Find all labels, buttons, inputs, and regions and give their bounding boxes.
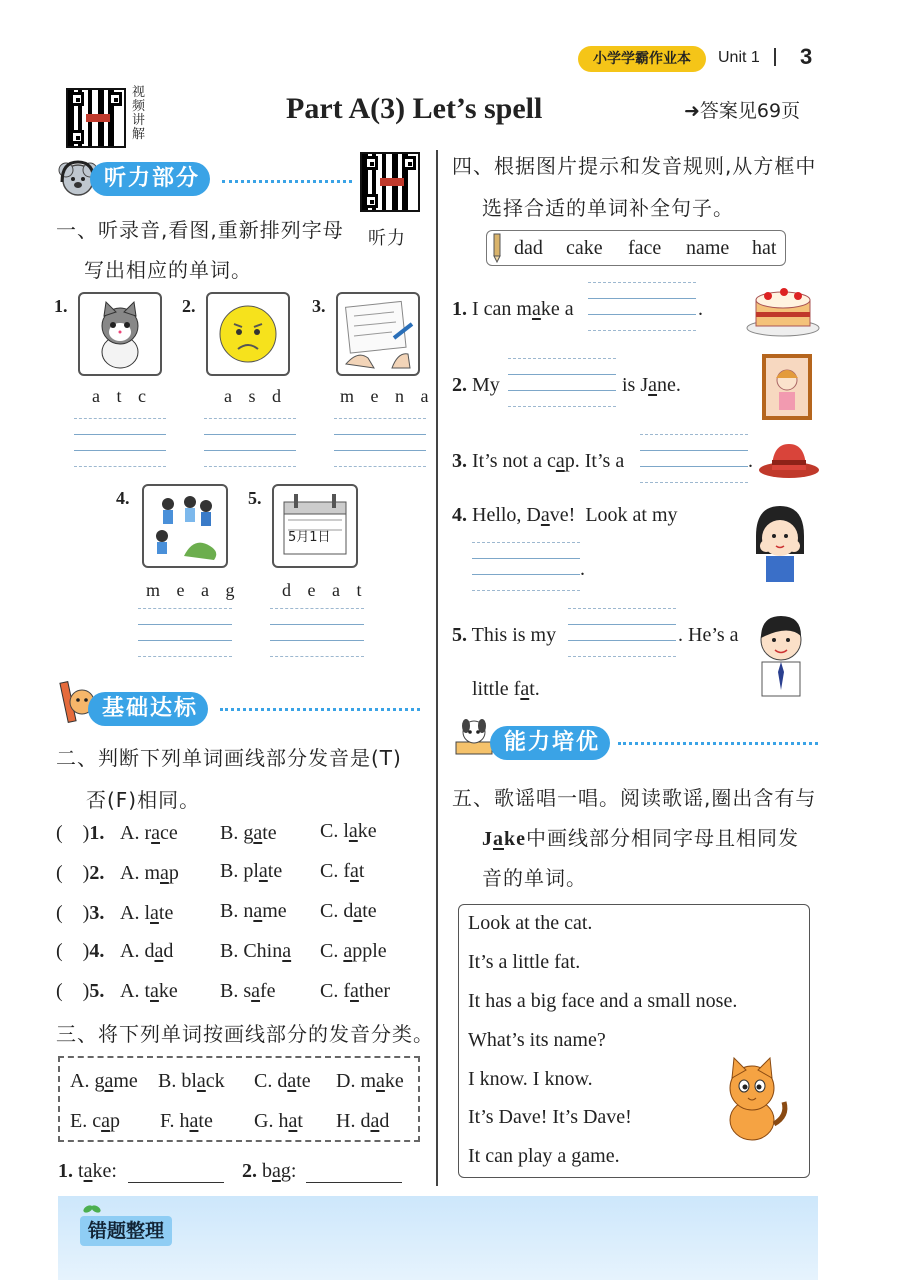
header-separator [774, 48, 776, 66]
answer-1-label: 1. take: [58, 1160, 117, 1182]
error-review-area [58, 1196, 818, 1280]
song-line[interactable]: I know. I know. [468, 1068, 593, 1090]
listening-qr-label: 听力 [368, 228, 406, 249]
option-b: B. safe [220, 980, 276, 1002]
option-c: C. father [320, 980, 390, 1002]
word-option: E. cap [70, 1110, 120, 1132]
writing-line[interactable] [640, 466, 748, 467]
writing-line[interactable] [334, 418, 426, 419]
answer-2-label: 2. bag: [242, 1160, 297, 1182]
word-option: F. hate [160, 1110, 213, 1132]
song-line[interactable]: It’s Dave! It’s Dave! [468, 1106, 632, 1128]
row-number: 5. [89, 980, 105, 1002]
q1-instruction-cont: 写出相应的单词。 [84, 258, 252, 282]
option-c: C. apple [320, 940, 387, 962]
q5-instruction-cont [482, 822, 799, 851]
q4-instruction-cont: 选择合适的单词补全句子。 [482, 196, 734, 220]
answer-1-line[interactable] [128, 1182, 224, 1183]
cake-icon [744, 278, 822, 338]
song-line[interactable]: It can play a game. [468, 1145, 620, 1167]
q2-row [56, 980, 104, 1003]
option-c: C. fat [320, 860, 365, 882]
option-a: A. take [120, 980, 178, 1002]
writing-line[interactable] [270, 640, 364, 641]
writing-line[interactable] [138, 640, 232, 641]
item-number: 2. [182, 296, 196, 316]
word-bank-item: face [628, 237, 662, 259]
writing-line[interactable] [204, 450, 296, 451]
writing-line[interactable] [568, 624, 676, 625]
writing-line[interactable] [204, 434, 296, 435]
series-badge: 小学学霸作业本 [578, 46, 706, 72]
writing-line[interactable] [334, 434, 426, 435]
writing-line[interactable] [334, 466, 426, 467]
writing-line[interactable] [270, 656, 364, 657]
hat-icon [758, 436, 820, 480]
option-a: A. map [120, 862, 179, 884]
word-bank-item: dad [514, 237, 543, 259]
word-option: G. hat [254, 1110, 303, 1132]
writing-line[interactable] [204, 418, 296, 419]
writing-line[interactable] [568, 608, 676, 609]
item-number: 4. [116, 488, 130, 508]
sentence-punct: . [748, 450, 753, 472]
writing-line[interactable] [588, 298, 696, 299]
row-number: 4. [89, 940, 105, 962]
row-number: 3. [89, 902, 105, 924]
section-dotted-line [222, 180, 352, 183]
option-b: B. plate [220, 860, 283, 882]
calendar-date: 5月1日 [288, 530, 331, 545]
basics-section-badge: 基础达标 [88, 692, 208, 726]
writing-line[interactable] [508, 406, 616, 407]
word-option: A. game [70, 1070, 138, 1092]
listening-section-badge: 听力部分 [90, 162, 210, 196]
scrambled-letters: a s d [224, 386, 287, 406]
section-dotted-line [618, 742, 818, 745]
sentence-punct: . [580, 558, 585, 580]
portrait-frame-icon [762, 354, 812, 420]
scrambled-letters: m e n a [340, 386, 435, 406]
writing-line[interactable] [508, 374, 616, 375]
song-line[interactable]: It has a big face and a small nose. [468, 990, 738, 1012]
scrambled-letters: a t c [92, 386, 152, 406]
writing-line[interactable] [270, 624, 364, 625]
orange-cat-icon [712, 1054, 792, 1144]
writing-line[interactable] [588, 330, 696, 331]
scrambled-letters: m e a g [146, 580, 241, 600]
writing-line[interactable] [204, 466, 296, 467]
option-a: A. dad [120, 940, 174, 962]
answer-reference: ➜答案见69页 [684, 100, 801, 122]
q2-row [56, 940, 104, 963]
writing-line[interactable] [640, 482, 748, 483]
girl-face-icon [748, 502, 812, 584]
q2-instruction-cont: 否(F)相同。 [86, 788, 201, 812]
scrambled-letters: d e a t [282, 580, 368, 600]
writing-line[interactable] [74, 434, 166, 435]
q2-instruction: 二、判断下列单词画线部分发音是(T) [56, 746, 402, 770]
writing-line[interactable] [508, 390, 616, 391]
word-option: C. date [254, 1070, 311, 1092]
answer-2-line[interactable] [306, 1182, 402, 1183]
boy-face-icon [748, 610, 814, 700]
writing-line[interactable] [472, 574, 580, 575]
answer-bracket[interactable]: ( ) [56, 862, 90, 884]
answer-bracket[interactable]: ( ) [56, 902, 90, 924]
q1-instruction: 一、听录音,看图,重新排列字母 [56, 218, 344, 242]
key-word: Jake [482, 828, 526, 850]
song-line[interactable]: Look at the cat. [468, 912, 593, 934]
word-option: H. dad [336, 1110, 390, 1132]
leaf-icon [82, 1200, 102, 1214]
sentence-5-mid: . He’s a [678, 624, 739, 646]
sentence-5: 5. This is my [452, 624, 557, 646]
word-bank-item: name [686, 237, 730, 259]
option-b: B. China [220, 940, 292, 962]
writing-line[interactable] [508, 358, 616, 359]
word-bank-item: hat [752, 237, 777, 259]
sentence-1: 1. I can make a [452, 298, 574, 320]
q2-row [56, 902, 104, 925]
row-number: 1. [89, 822, 105, 844]
q5-instruction-end: 音的单词。 [482, 866, 587, 890]
ability-section-badge: 能力培优 [490, 726, 610, 760]
reading-dog-icon [452, 716, 496, 758]
calendar-icon [272, 484, 358, 568]
answer-bracket[interactable]: ( ) [56, 940, 90, 962]
word-bank-item: cake [566, 237, 603, 259]
writing-line[interactable] [472, 542, 580, 543]
answer-bracket[interactable]: ( ) [56, 980, 90, 1002]
children-playing-icon [142, 484, 228, 568]
writing-line[interactable] [74, 466, 166, 467]
writing-line[interactable] [472, 558, 580, 559]
writing-line[interactable] [568, 640, 676, 641]
answer-bracket[interactable]: ( ) [56, 822, 90, 844]
option-b: B. gate [220, 822, 277, 844]
listening-qr-code-icon[interactable] [360, 152, 420, 212]
writing-line[interactable] [568, 656, 676, 657]
option-b: B. name [220, 900, 287, 922]
video-qr-code-icon[interactable] [66, 88, 126, 148]
writing-line[interactable] [138, 608, 232, 609]
q5-instruction: 五、歌谣唱一唱。阅读歌谣,圈出含有与 [452, 786, 817, 810]
sad-face-icon [206, 292, 290, 376]
song-line[interactable]: What’s its name? [468, 1029, 606, 1051]
sentence-5-end: little fat. [472, 678, 540, 700]
writing-line[interactable] [588, 314, 696, 315]
sentence-punct: . [698, 298, 703, 320]
writing-line[interactable] [640, 450, 748, 451]
writing-line[interactable] [138, 624, 232, 625]
sentence-2: 2. My [452, 374, 500, 396]
writing-line[interactable] [588, 282, 696, 283]
writing-line[interactable] [640, 434, 748, 435]
sentence-3: 3. It’s not a cap. It’s a [452, 450, 625, 472]
option-a: A. late [120, 902, 174, 924]
writing-line[interactable] [74, 418, 166, 419]
word-option: B. black [158, 1070, 225, 1092]
writing-line[interactable] [270, 608, 364, 609]
page-title: Part A(3) Let’s spell [286, 92, 543, 125]
row-number: 2. [89, 862, 105, 884]
item-number: 3. [312, 296, 326, 316]
writing-name-icon [336, 292, 420, 376]
sentence-4: 4. Hello, Dave! Look at my [452, 504, 678, 526]
video-note: 视频讲解 [132, 85, 146, 142]
section-dotted-line [220, 708, 420, 711]
writing-line[interactable] [138, 656, 232, 657]
column-divider [436, 150, 438, 1186]
writing-line[interactable] [334, 450, 426, 451]
q4-instruction: 四、根据图片提示和发音规则,从方框中 [452, 154, 817, 178]
pencil-icon [488, 232, 506, 264]
q3-instruction: 三、将下列单词按画线部分的发音分类。 [56, 1022, 434, 1046]
page-number: 3 [800, 44, 813, 69]
option-a: A. race [120, 822, 178, 844]
option-c: C. lake [320, 820, 377, 842]
q5-line2-rest: 中画线部分相同字母且相同发 [526, 826, 799, 850]
word-option: D. make [336, 1070, 404, 1092]
item-number: 1. [54, 296, 68, 316]
sentence-2-end: is Jane. [622, 374, 681, 396]
unit-label: Unit 1 [718, 49, 760, 66]
q2-row [56, 862, 104, 885]
writing-line[interactable] [74, 450, 166, 451]
error-review-title: 错题整理 [80, 1216, 172, 1246]
song-line[interactable]: It’s a little fat. [468, 951, 581, 973]
cat-icon [78, 292, 162, 376]
writing-line[interactable] [472, 590, 580, 591]
option-c: C. date [320, 900, 377, 922]
item-number: 5. [248, 488, 262, 508]
